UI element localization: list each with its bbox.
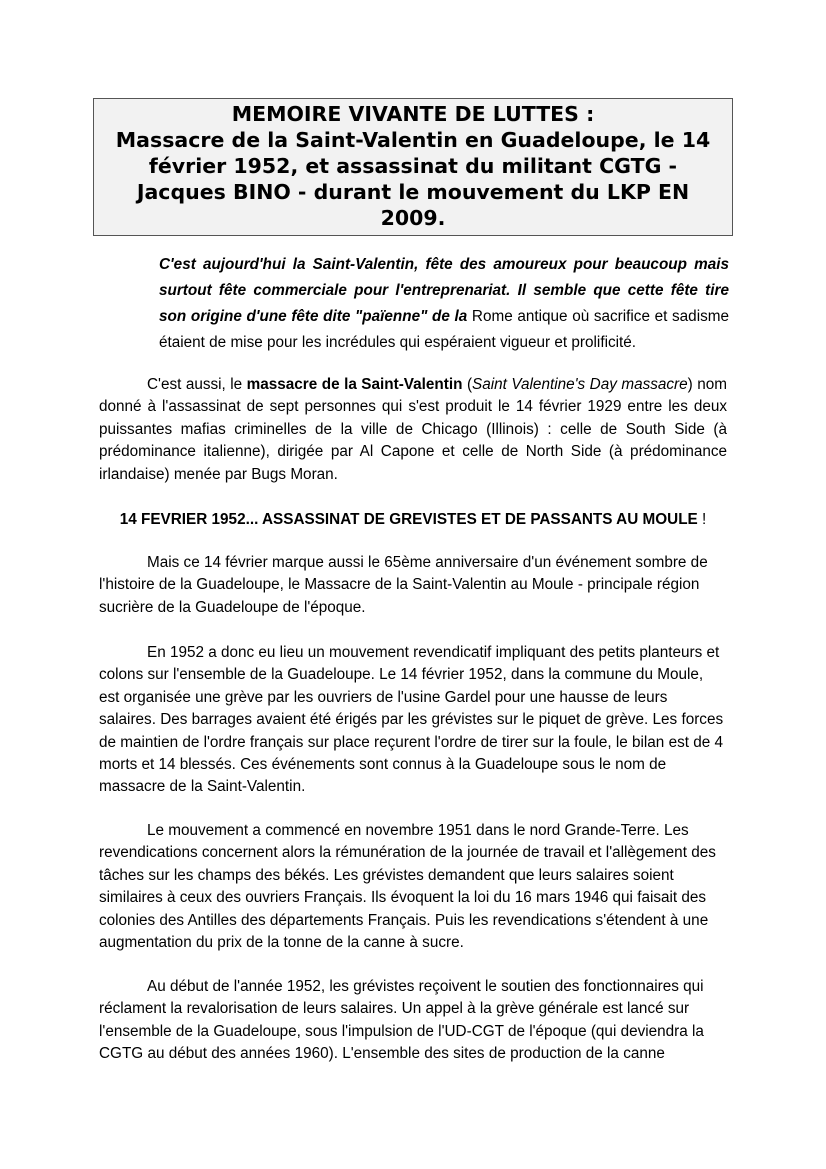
paragraph-chicago: [99, 374, 727, 486]
paragraph-1952-strike: En 1952 a donc eu lieu un mouvement revendicatif impliquant des petits planteurs et colons sur l'ensemble de la Guadeloupe. Le 14 février 1952, dans la commune du Moule, est organisée une grève par les ouvriers de l'usine Gardel pour une hausse de leurs salaires. Des barrages avaient été érigés par les grévistes sur le piquet de grève. Les forces de maintien de l'ordre français sur place reçurent l'ordre de tirer sur la foule, le bilan est de 4 morts et 14 blessés. Ces événements sont connus à la Guadeloupe sous le nom de massacre de la Saint-Valentin.: [99, 644, 724, 796]
para1-bold: massacre de la Saint-Valentin: [246, 376, 463, 393]
section-heading: [99, 509, 727, 531]
title-line-1: MEMOIRE VIVANTE DE LUTTES :: [231, 102, 595, 126]
para1-text-3: ) nom donné à l'assassinat de sept personnes qui s'est produit le 14 février 1929 entre les deux puissantes mafias criminelles de la ville de Chicago (Illinois) : celle de South Side (à prédominance italienne), dirigée par Al Capone et celle de North Side (à prédominance irlandaise) menée par Bugs Moran.: [99, 376, 727, 483]
paragraph-anniversary: Mais ce 14 février marque aussi le 65ème anniversaire d'un événement sombre de l'histoire de la Guadeloupe, le Massacre de la Saint-Valentin au Moule - principale région sucrière de la Guadeloupe de l'époque.: [99, 554, 708, 616]
section-heading-tail: !: [697, 511, 707, 528]
quote-italic: C'est aujourd'hui la Saint-Valentin, fête des amoureux pour beaucoup mais surtout fête commerciale pour l'entreprenariat. Il semble que cette fête tire son origine d'une fête dite "païenne" de la: [159, 256, 729, 325]
intro-quote: [159, 252, 729, 356]
paragraph-general-strike: Au début de l'année 1952, les grévistes reçoivent le soutien des fonctionnaires qui réclament la revalorisation de leurs salaires. Un appel à la grève générale est lancé sur l'ensemble de la Guadeloupe, sous l'impulsion de l'UD-CGT de l'époque (qui deviendra la CGTG au début des années 1960). L'ensemble des sites de production de la canne: [99, 978, 704, 1063]
section-heading-bold: 14 FEVRIER 1952... ASSASSINAT DE GREVISTES ET DE PASSANTS AU MOULE: [119, 511, 698, 528]
paragraph-movement: Le mouvement a commencé en novembre 1951 dans le nord Grande-Terre. Les revendications concernent alors la rémunération de la journée de travail et l'allègement des tâches sur les champs des békés. Les grévistes demandent que leurs salaires soient similaires à ceux des ouvriers Français. Ils évoquent la loi du 16 mars 1946 qui faisait des colonies des Antilles des départements Français. Puis les revendications s'étendent à une augmentation du prix de la tonne de la canne à sucre.: [99, 822, 716, 952]
para1-text-2: (: [462, 376, 473, 393]
title-box: [93, 98, 733, 236]
title-line-2: Massacre de la Saint-Valentin en Guadeloupe, le 14 février 1952, et assassinat du militant CGTG - Jacques BINO - durant le mouvement du LKP EN 2009.: [115, 128, 711, 230]
quote-normal: Rome antique où sacrifice et sadisme étaient de mise pour les incrédules qui espéraient vigueur et prolificité.: [159, 308, 729, 351]
para1-text-1: C'est aussi, le: [147, 376, 247, 393]
para1-italic: Saint Valentine's Day massacre: [472, 376, 688, 393]
